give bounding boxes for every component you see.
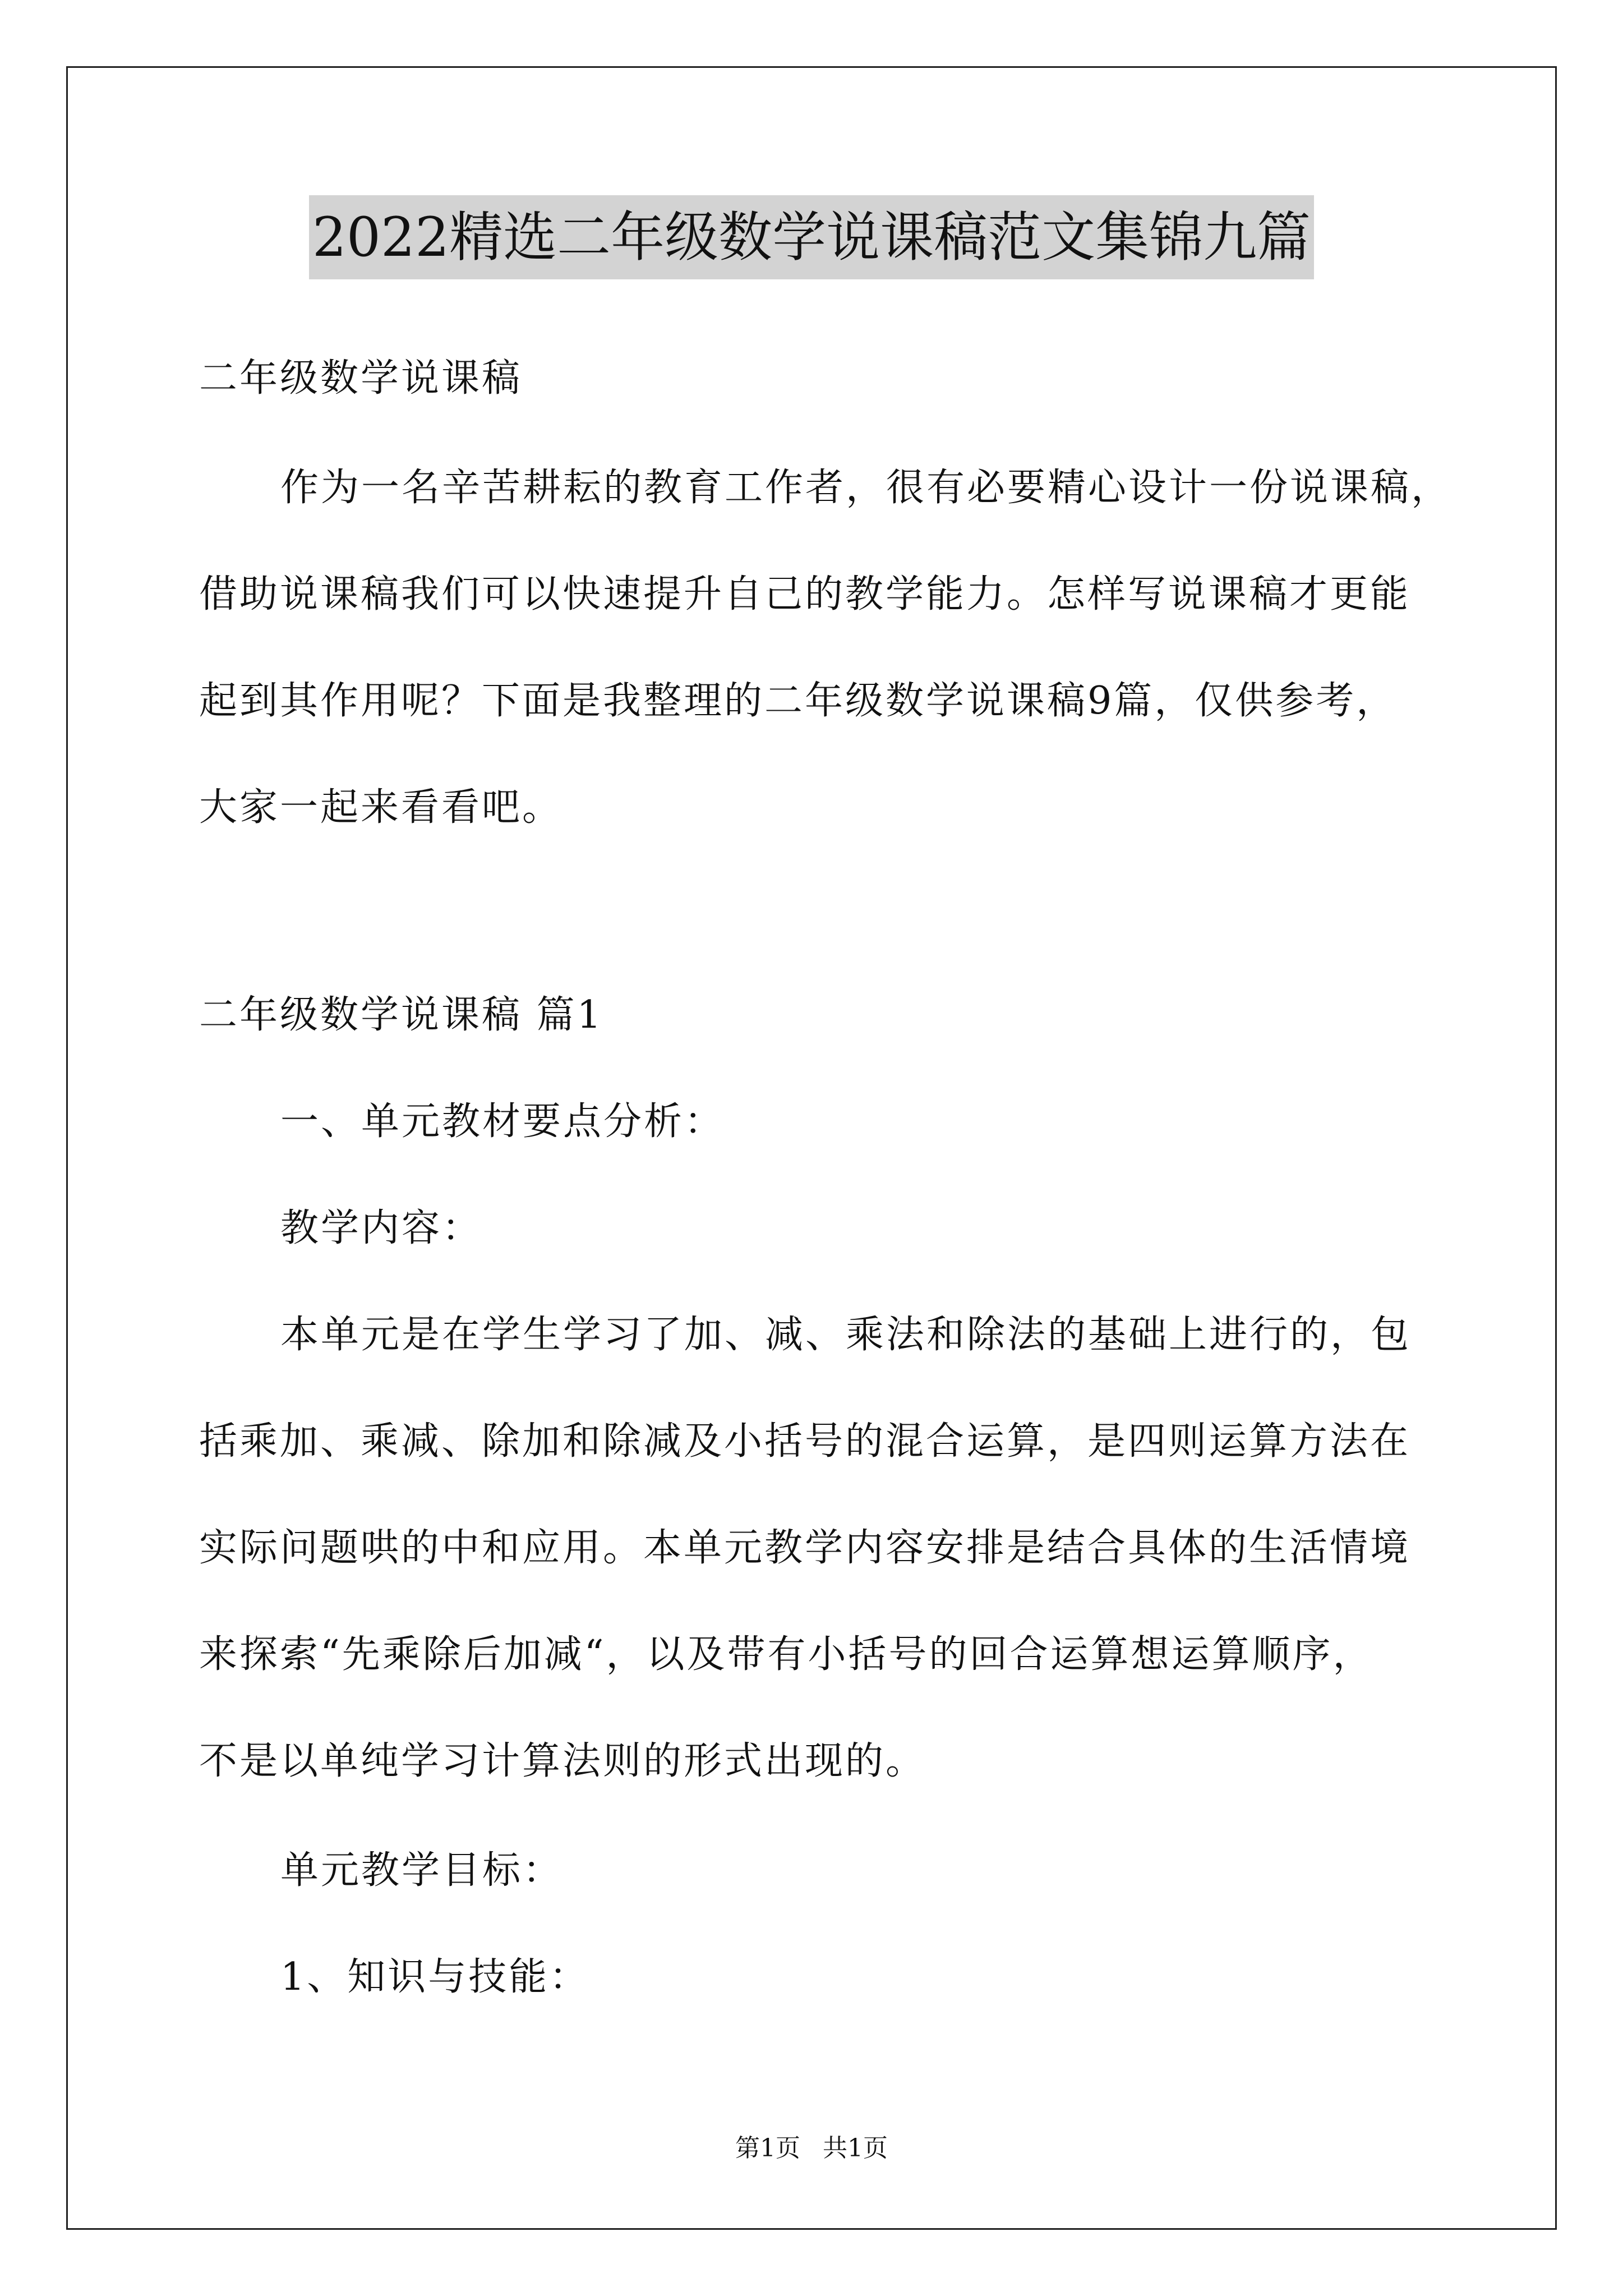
page-footer (0, 2132, 1623, 2165)
paragraph-line: 一、单元教材要点分析： (280, 1099, 725, 1144)
paragraph-line: 教学内容： (280, 1206, 483, 1250)
paragraph-line: 不是以单纯学习计算法则的形式出现的。 (199, 1739, 926, 1783)
paragraph-line: 实际问题哄的中和应用。本单元教学内容安排是结合具体的生活情境 (199, 1526, 1411, 1570)
paragraph-line: 本单元是在学生学习了加、减、乘法和除法的基础上进行的，包 (280, 1313, 1412, 1357)
paragraph-line: 作为一名辛苦耕耘的教育工作者，很有必要精心设计一份说课稿， (280, 466, 1452, 510)
title-container (0, 195, 1623, 279)
paragraph-line: 来探索“先乘除后加减“，以及带有小括号的回合运算想运算顺序， (199, 1632, 1373, 1677)
paragraph-line: 大家一起来看看吧。 (199, 785, 563, 830)
paragraph-line: 起到其作用呢？下面是我整理的二年级数学说课稿9篇，仅供参考， (199, 679, 1397, 723)
section-heading: 二年级数学说课稿 篇1 (199, 993, 603, 1037)
paragraph-line: 括乘加、乘减、除加和除减及小括号的混合运算，是四则运算方法在 (199, 1419, 1411, 1464)
document-title: 2022精选二年级数学说课稿范文集锦九篇 (309, 195, 1314, 279)
page-number: 第1页 (735, 2134, 800, 2162)
paragraph-line: 1、知识与技能： (280, 1955, 590, 1999)
paragraph-line: 借助说课稿我们可以快速提升自己的教学能力。怎样写说课稿才更能 (199, 572, 1411, 616)
page-total: 共1页 (823, 2134, 888, 2162)
paragraph-line: 单元教学目标： (280, 1848, 564, 1893)
section-heading: 二年级数学说课稿 (199, 356, 523, 401)
